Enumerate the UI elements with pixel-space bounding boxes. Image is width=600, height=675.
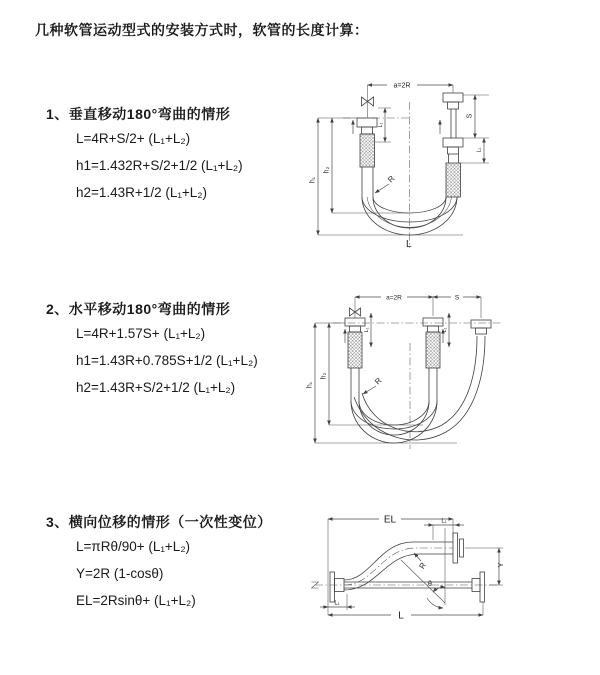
section-2-formula-h2: h2=1.43R+S/2+1/2 (L₁+L₂) (76, 380, 236, 395)
d2-h1-label: h₁ (306, 381, 314, 389)
d1-conn-right-label: L₁ (476, 147, 483, 153)
d1-h2-label: h₂ (323, 166, 331, 174)
section-3-formula-EL: EL=2Rsinθ+ (L₁+L₂) (76, 593, 196, 608)
left-flange (330, 572, 344, 602)
dim-connector-top (424, 519, 464, 541)
middle-pipe-connector (423, 318, 443, 368)
dim-stroke (461, 95, 489, 163)
valve-icon (362, 85, 374, 118)
diagram-vertical-180-bend (305, 70, 590, 262)
valve-icon (350, 297, 361, 318)
radius-callout (363, 376, 384, 394)
d3-length-label: L (398, 610, 404, 622)
d1-length-label: L (406, 239, 412, 250)
section-2-formula-h1: h1=1.43R+0.785S+1/2 (L₁+L₂) (76, 353, 258, 368)
radius-callout (414, 553, 428, 571)
section-3-heading: 3、横向位移的情形（一次性变位） (46, 514, 272, 530)
section-1-heading: 1、垂直移动180°弯曲的情形 (46, 106, 231, 122)
d2-h2-label: h₂ (320, 372, 328, 380)
d1-span-label: a=2R (393, 82, 411, 90)
radius-callout (375, 174, 397, 193)
d2-stroke-label: S (454, 294, 460, 302)
d3-conn-left-label: L₁ (334, 600, 340, 607)
dim-y (465, 548, 505, 585)
lower-right-flange (472, 572, 485, 602)
section-2-formula-L: L=4R+1.57S+ (L₁+L₂) (76, 326, 206, 341)
braided-hose-section (360, 134, 375, 167)
braided-hose-section (446, 163, 461, 197)
d1-stroke-label: S (466, 113, 474, 119)
d3-y-label: Y (496, 562, 505, 568)
section-1-formula-h2: h2=1.43R+1/2 (L₁+L₂) (76, 185, 208, 200)
d3-el-label: EL (383, 514, 397, 526)
diagram-horizontal-180-bend (305, 283, 535, 455)
upper-flange (453, 533, 464, 563)
braided-hose-section (426, 332, 440, 368)
section-2-heading: 2、水平移动180°弯曲的情形 (46, 301, 231, 317)
dim-span (368, 83, 454, 93)
diagram-lateral-displacement (303, 508, 518, 632)
d1-conn-left-label: L₁ (378, 122, 384, 128)
section-3-formula-L: L=πRθ/90+ (L₁+L₂) (76, 539, 191, 554)
section-2 (46, 301, 258, 407)
right-pipe-connector (471, 320, 491, 334)
section-1-formula-L: L=4R+S/2+ (L₁+L₂) (76, 131, 191, 146)
d3-radius-label: R (417, 560, 429, 571)
dim-connector-left (375, 108, 391, 142)
d3-theta-label: θ (428, 581, 432, 588)
section-3-formula-Y: Y=2R (1-cosθ) (76, 566, 164, 581)
braided-hose-section (348, 332, 362, 368)
left-pipe-connector (345, 318, 365, 368)
section-1 (46, 106, 243, 212)
hose-displaced-position (344, 542, 453, 590)
d2-conn-left-label: L₁ (364, 327, 370, 333)
d1-h1-label: h₁ (309, 176, 317, 184)
d1-radius-label: R (386, 174, 397, 185)
d2-conn-mid-label: L₁ (442, 327, 448, 333)
hose-u-bend (351, 336, 485, 443)
d2-span-label: a=2R (386, 294, 402, 302)
dim-span (355, 295, 481, 319)
d3-conn-top-label: L₁ (441, 518, 447, 525)
left-pipe-connector (357, 118, 377, 167)
section-1-formula-h1: h1=1.432R+S/2+1/2 (L₁+L₂) (76, 158, 243, 173)
page-title: 几种软管运动型式的安装方式时，软管的长度计算： (35, 22, 369, 38)
dim-connector-left (320, 594, 355, 610)
section-3 (46, 514, 272, 620)
dim-length (328, 602, 483, 622)
d2-radius-label: R (373, 376, 384, 387)
right-pipe-connector (443, 93, 463, 197)
